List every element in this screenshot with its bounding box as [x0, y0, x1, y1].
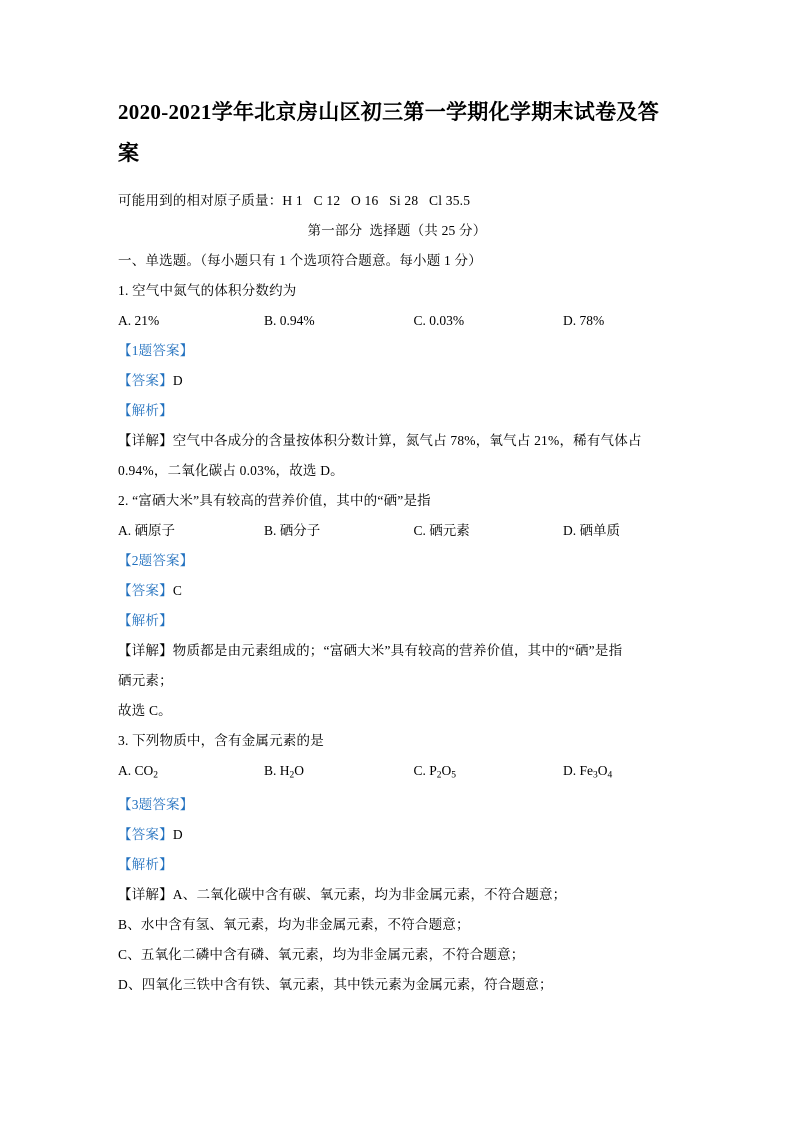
answer-row: [118, 576, 676, 606]
answer-row: [118, 820, 676, 850]
choice-b[interactable]: B. 硒分子: [264, 523, 321, 538]
question-stem: 3. 下列物质中，含有金属元素的是: [118, 733, 324, 748]
atomic-mass-line: 可能用到的相对原子质量：H 1 C 12 O 16 Si 28 Cl 35.5: [118, 193, 471, 208]
choice-b[interactable]: B. $H_2O$: [264, 763, 305, 781]
answer-tag: 【1题答案】: [118, 343, 194, 358]
answer-label: 【答案】: [118, 583, 173, 598]
detail-line: 【详解】物质都是由元素组成的；“富硒大米”具有较高的营养价值，其中的“硒”是指: [118, 643, 623, 658]
answer-label: 【答案】: [118, 373, 173, 388]
choice-row: [118, 756, 676, 790]
analysis-label: 【解析】: [118, 403, 173, 418]
choice-c[interactable]: C. 硒元素: [413, 523, 470, 538]
answer-label: 【答案】: [118, 827, 173, 843]
part-heading: 第一部分 选择题（共 25 分）: [307, 223, 487, 238]
answer-value: D: [172, 827, 183, 843]
choice-a[interactable]: A. 硒原子: [118, 523, 175, 538]
analysis-label: 【解析】: [118, 613, 173, 628]
answer-tag: 【3题答案】: [118, 797, 194, 813]
detail-line: 硒元素；: [118, 673, 173, 688]
answer-value: D: [172, 373, 183, 388]
answer-row: [118, 366, 676, 396]
question-stem: 2. “富硒大米”具有较高的营养价值，其中的“硒”是指: [118, 493, 431, 508]
choice-b[interactable]: B. 0.94%: [264, 313, 315, 328]
choice-c[interactable]: C. $P_2O_5$: [413, 763, 457, 781]
detail-line: 【详解】空气中各成分的含量按体积分数计算，氮气占 78%，氧气占 21%，稀有气体占: [118, 433, 642, 448]
choice-row: [118, 516, 676, 546]
detail-line: B、水中含有氢、氧元素，均为非金属元素，不符合题意；: [118, 917, 470, 933]
detail-line: D、四氧化三铁中含有铁、氧元素，其中铁元素为金属元素，符合题意；: [118, 977, 553, 993]
answer-tag: 【2题答案】: [118, 553, 194, 568]
page-title: 2020-2021学年北京房山区初三第一学期化学期末试卷及答案: [118, 100, 659, 165]
choice-c[interactable]: C. 0.03%: [413, 313, 465, 328]
answer-value: C: [172, 583, 183, 598]
detail-line: 故选 C。: [118, 703, 172, 718]
choice-d[interactable]: D. $Fe_3O_4$: [563, 763, 613, 781]
question-stem: 1. 空气中氮气的体积分数约为: [118, 283, 297, 298]
detail-line: C、五氧化二磷中含有磷、氧元素，均为非金属元素，不符合题意；: [118, 947, 525, 963]
choice-d[interactable]: D. 78%: [563, 313, 605, 328]
detail-line: 【详解】A、二氧化碳中含有碳、氧元素，均为非金属元素，不符合题意；: [118, 887, 567, 903]
analysis-label: 【解析】: [118, 857, 173, 873]
choice-d[interactable]: D. 硒单质: [563, 523, 621, 538]
section-instruction: 一、单选题。（每小题只有 1 个选项符合题意。每小题 1 分）: [118, 253, 482, 268]
choice-a[interactable]: A. $CO_2$: [118, 763, 159, 781]
detail-line: 0.94%，二氧化碳占 0.03%，故选 D。: [118, 463, 344, 478]
choice-a[interactable]: A. 21%: [118, 313, 160, 328]
choice-row: [118, 306, 676, 336]
